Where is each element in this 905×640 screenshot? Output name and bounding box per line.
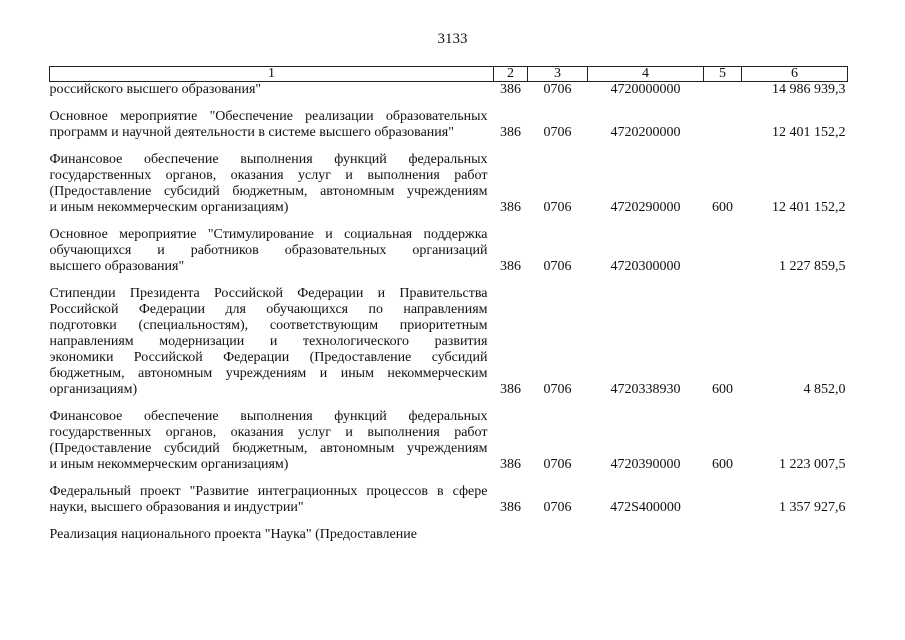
description-line: Реализация национального проекта "Наука" (Предоставление — [49, 527, 417, 542]
row-admin-code — [494, 516, 528, 543]
description-line: программ и научной деятельности в системе высшего образования" — [49, 125, 454, 140]
row-target-article: 4720300000 — [610, 259, 681, 274]
row-expense-type — [704, 98, 742, 141]
row-description — [50, 141, 494, 216]
description-line: подготовки (специальностям), соответствующим приоритетным — [49, 318, 488, 333]
description-line: (Предоставление субсидий бюджетным, автономным учреждениям — [49, 441, 488, 456]
description-line: Финансовое обеспечение выполнения функций федеральных — [49, 152, 488, 167]
description-line: Российской Федерации для обучающихся по направлениям — [49, 302, 488, 317]
row-target-article: 4720000000 — [610, 82, 681, 97]
row-expense-type — [704, 216, 742, 275]
row-amount: 14 986 939,3 — [772, 82, 846, 97]
description-line: Основное мероприятие "Стимулирование и социальная поддержка — [49, 227, 488, 242]
row-target-article: 4720290000 — [610, 200, 681, 215]
row-amount: 1 357 927,6 — [779, 500, 846, 515]
row-expense-type — [704, 473, 742, 516]
description-line: бюджетным, автономным учреждениям и иным некоммерческим — [49, 366, 488, 381]
row-amount: 12 401 152,2 — [772, 125, 846, 140]
row-section-code: 0706 — [543, 82, 572, 97]
description-line: (Предоставление субсидий бюджетным, автономным учреждениям — [49, 184, 488, 199]
row-description — [50, 275, 494, 398]
description-line: и иным некоммерческим организациям) — [49, 457, 289, 472]
description-line: обучающихся и работников образовательных организаций — [49, 243, 488, 258]
header-row — [50, 67, 848, 82]
description-line: российского высшего образования" — [49, 82, 262, 97]
row-amount: 1 227 859,5 — [779, 259, 846, 274]
row-admin-code: 386 — [500, 82, 521, 97]
row-section-code: 0706 — [543, 457, 572, 472]
description-line: организациям) — [49, 382, 138, 397]
row-amount: 4 852,0 — [803, 382, 846, 397]
row-expense-type — [704, 516, 742, 543]
table-row — [50, 398, 848, 473]
description-line: Основное мероприятие "Обеспечение реализации образовательных — [49, 109, 488, 124]
row-expense-type: 600 — [712, 200, 733, 215]
row-target-article: 4720390000 — [610, 457, 681, 472]
row-target-article: 4720338930 — [610, 382, 681, 397]
page-number: 3133 — [437, 31, 468, 47]
description-line: экономики Российской Федерации (Предоставление субсидий — [49, 350, 488, 365]
row-target-article — [588, 516, 704, 543]
row-admin-code: 386 — [500, 500, 521, 515]
row-description — [50, 516, 494, 543]
row-expense-type: 600 — [712, 382, 733, 397]
description-line: государственных органов, оказания услуг и выполнения работ — [49, 425, 488, 440]
row-admin-code: 386 — [500, 125, 521, 140]
table-row — [50, 275, 848, 398]
row-amount: 12 401 152,2 — [772, 200, 846, 215]
header-col-4: 4 — [588, 67, 704, 82]
table-row — [50, 82, 848, 99]
description-line: высшего образования" — [49, 259, 185, 274]
row-section-code: 0706 — [543, 125, 572, 140]
row-section-code: 0706 — [543, 200, 572, 215]
table-row — [50, 98, 848, 141]
header-col-6: 6 — [742, 67, 848, 82]
table-row — [50, 473, 848, 516]
row-description — [50, 398, 494, 473]
description-line: государственных органов, оказания услуг и выполнения работ — [49, 168, 488, 183]
row-target-article: 472S400000 — [610, 500, 681, 515]
table-row — [50, 141, 848, 216]
row-amount — [742, 516, 848, 543]
description-line: и иным некоммерческим организациям) — [49, 200, 289, 215]
row-target-article: 4720200000 — [610, 125, 681, 140]
row-description — [50, 82, 494, 99]
row-description — [50, 473, 494, 516]
row-admin-code: 386 — [500, 200, 521, 215]
description-line: Стипендии Президента Российской Федерации и Правительства — [49, 286, 488, 301]
table-body — [50, 82, 848, 544]
header-col-5: 5 — [704, 67, 742, 82]
row-section-code — [528, 516, 588, 543]
row-section-code: 0706 — [543, 382, 572, 397]
table-row — [50, 216, 848, 275]
budget-table — [49, 66, 848, 543]
row-admin-code: 386 — [500, 382, 521, 397]
header-col-2: 2 — [494, 67, 528, 82]
row-admin-code: 386 — [500, 457, 521, 472]
row-description — [50, 98, 494, 141]
header-col-1: 1 — [50, 67, 494, 82]
row-expense-type — [704, 82, 742, 99]
description-line: Федеральный проект "Развитие интеграционных процессов в сфере — [49, 484, 488, 499]
table-row — [50, 516, 848, 543]
row-section-code: 0706 — [543, 259, 572, 274]
row-amount: 1 223 007,5 — [779, 457, 846, 472]
row-description — [50, 216, 494, 275]
description-line: направлениям модернизации и технологического развития — [49, 334, 488, 349]
row-section-code: 0706 — [543, 500, 572, 515]
row-expense-type: 600 — [712, 457, 733, 472]
description-line: Финансовое обеспечение выполнения функций федеральных — [49, 409, 488, 424]
description-line: науки, высшего образования и индустрии" — [49, 500, 304, 515]
row-admin-code: 386 — [500, 259, 521, 274]
header-col-3: 3 — [528, 67, 588, 82]
